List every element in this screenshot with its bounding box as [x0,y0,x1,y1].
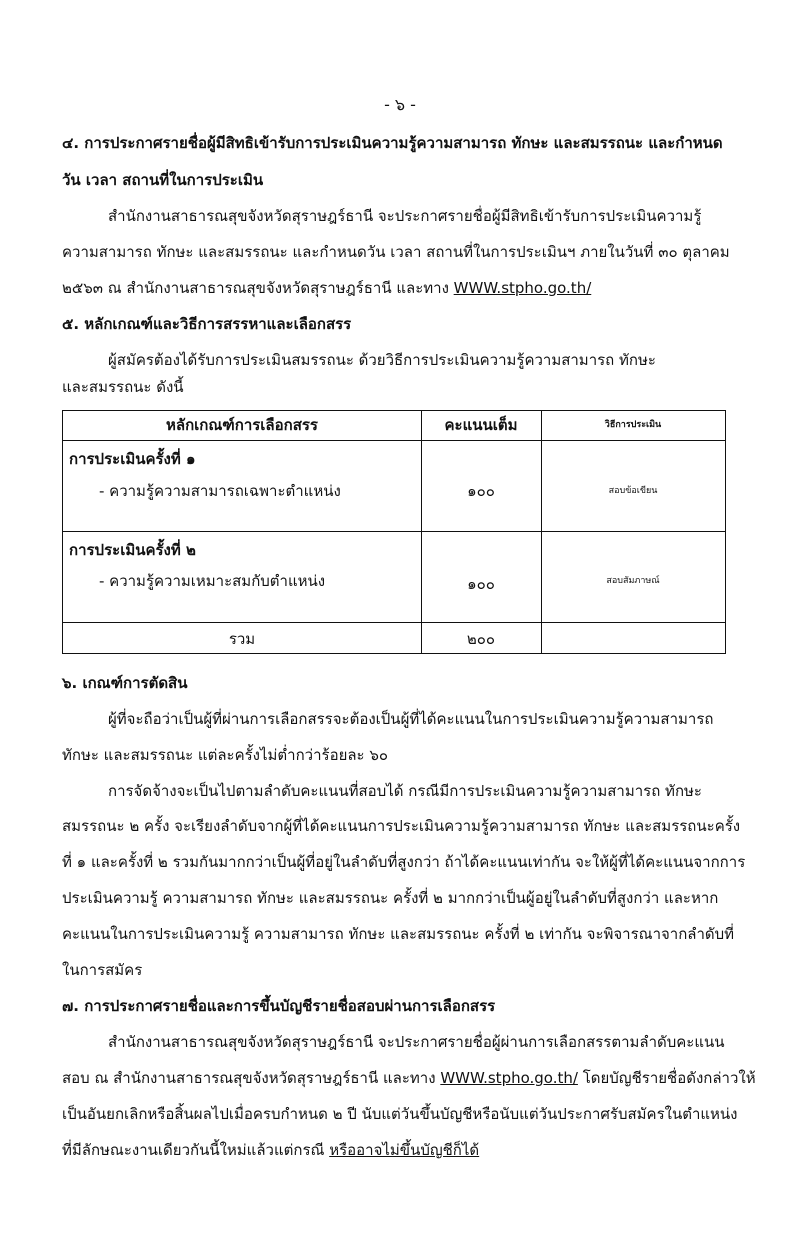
section5-heading: ๕. หลักเกณฑ์และวิธีการสรรหาและเลือกสรร [62,315,352,333]
section7-line2-text-a: สอบ ณ สำนักงานสาธารณสุขจังหวัดสุราษฎร์ธานี และทาง [62,1069,441,1087]
section7-line4-text: ที่มีลักษณะงานเดียวกันนี้ใหม่แล้วแต่กรณี [62,1141,330,1159]
section5-para-line1: ผู้สมัครต้องได้รับการประเมินสมรรถนะ ด้วยวิธีการประเมินความรู้ความสามารถ ทักษะ [108,351,656,369]
section6-p1-line2: ทักษะ และสมรรถนะ แต่ละครั้งไม่ต่ำกว่าร้อยละ ๖๐ [62,746,389,764]
section4-para-line1: สำนักงานสาธารณสุขจังหวัดสุราษฎร์ธานี จะประกาศรายชื่อผู้มีสิทธิเข้ารับการประเมินความรู้ [108,207,702,225]
section6-p2-line3: ที่ ๑ และครั้งที่ ๒ รวมกันมากกว่าเป็นผู้ที่อยู่ในลำดับที่สูงกว่า ถ้าได้คะแนนเท่ากัน จะให้ผู้ที่ได้คะแนนจากการ [62,853,746,871]
section6-p2-line1: การจัดจ้างจะเป็นไปตามลำดับคะแนนที่สอบได้ กรณีมีการประเมินความรู้ความสามารถ ทักษะ [108,782,702,800]
table-row2-score: ๑๐๐ [467,575,495,593]
section5-para-line2: และสมรรถนะ ดังนี้ [62,378,184,396]
section6-p2-line6: ในการสมัคร [62,961,143,979]
table-total-label: รวม [228,630,256,648]
section4-para-line3 [62,278,591,298]
table-row1-group: การประเมินครั้งที่ ๑ [69,450,196,468]
section4-para-line3-text: ๒๕๖๓ ณ สำนักงานสาธารณสุขจังหวัดสุราษฎร์ธานี และทาง [62,279,454,297]
section6-p2-line4: ประเมินความรู้ ความสามารถ ทักษะ และสมรรถนะ ครั้งที่ ๒ มากกว่าเป็นผู้อยู่ในลำดับที่สูงกว่า และหาก [62,889,719,907]
table-header-criteria: หลักเกณฑ์การเลือกสรร [166,416,318,434]
table-row2-method: สอบสัมภาษณ์ [606,576,660,586]
section6-p2-line2: สมรรถนะ ๒ ครั้ง จะเรียงลำดับจากผู้ที่ได้คะแนนการประเมินความรู้ความสามารถ ทักษะ และสมรรถนะครั้ง [62,817,741,835]
table-header-score: คะแนนเต็ม [444,416,518,434]
section7-line1: สำนักงานสาธารณสุขจังหวัดสุราษฎร์ธานี จะประกาศรายชื่อผู้ผ่านการเลือกสรรตามลำดับคะแนน [108,1033,725,1051]
section7-heading: ๗. การประกาศรายชื่อและการขึ้นบัญชีรายชื่อสอบผ่านการเลือกสรร [62,997,496,1015]
section7-line4-underlined: หรืออาจไม่ขึ้นบัญชีก็ได้ [329,1141,480,1159]
section4-para-line2: ความสามารถ ทักษะ และสมรรถนะ และกำหนดวัน เวลา สถานที่ในการประเมินฯ ภายในวันที่ ๓๐ ตุลาคม [62,243,730,261]
page-number: - ๖ - [384,95,416,114]
table-row2-group: การประเมินครั้งที่ ๒ [69,541,196,559]
stpho-link[interactable]: WWW.stpho.go.th/ [453,279,592,297]
criteria-table [62,410,726,654]
section6-p1-line1: ผู้ที่จะถือว่าเป็นผู้ที่ผ่านการเลือกสรรจะต้องเป็นผู้ที่ได้คะแนนในการประเมินความรู้ความสามารถ [108,710,714,728]
stpho-link-2[interactable]: WWW.stpho.go.th/ [440,1069,578,1087]
section7-line2 [62,1068,756,1088]
table-row1-method: สอบข้อเขียน [608,486,658,496]
section7-line2-text-b: โดยบัญชีรายชื่อดังกล่าวให้ [577,1069,756,1087]
section6-p2-line5: คะแนนในการประเมินความรู้ ความสามารถ ทักษะ และสมรรถนะ ครั้งที่ ๒ เท่ากัน จะพิจารณาจากลำดับที่ [62,925,735,943]
section7-line4 [62,1140,479,1160]
table-row1-score: ๑๐๐ [467,482,495,500]
table-header-method: วิธีการประเมิน [604,420,662,430]
section7-line3: เป็นอันยกเลิกหรือสิ้นผลไปเมื่อครบกำหนด ๒ ปี นับแต่วันขึ้นบัญชีหรือนับแต่วันประกาศรับสมัครในตำแหน่ง [62,1105,738,1123]
section4-heading-line1: ๔. การประกาศรายชื่อผู้มีสิทธิเข้ารับการประเมินความรู้ความสามารถ ทักษะ และสมรรถนะ และกำหนด [62,134,723,152]
section6-heading: ๖. เกณฑ์การตัดสิน [62,674,188,692]
table-row2-item: - ความรู้ความเหมาะสมกับตำแหน่ง [99,572,326,590]
section4-heading-line2: วัน เวลา สถานที่ในการประเมิน [62,171,264,189]
table-row1-item: - ความรู้ความสามารถเฉพาะตำแหน่ง [99,482,341,500]
table-total-score: ๒๐๐ [466,630,496,648]
